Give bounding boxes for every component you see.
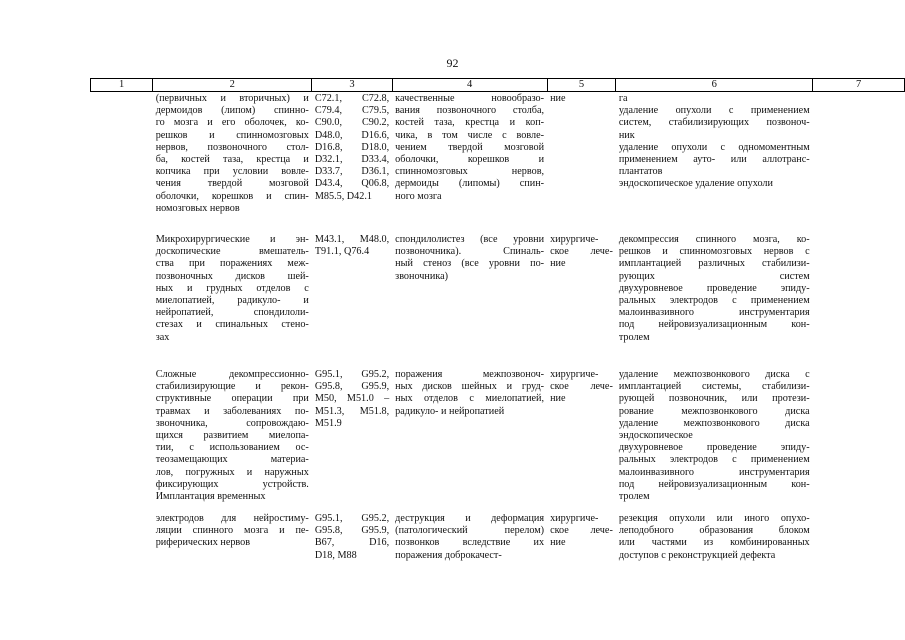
cell-text-line: ных и грудных отделов с	[155, 282, 309, 294]
cell-text-line: хирургиче-	[550, 234, 599, 245]
cell-text-line: C90.0, C90.2,	[314, 117, 390, 129]
cell-text-line: M51.3, M51.8,	[314, 405, 390, 417]
cell-diagnosis	[392, 512, 547, 573]
medical-care-table	[90, 78, 905, 573]
cell-text-line: G95.1, G95.2,	[314, 369, 390, 380]
cell-intervention-type	[153, 368, 312, 512]
cell-treatment-method	[616, 368, 813, 512]
cell-icd-codes	[312, 512, 392, 573]
column-header-2: 2	[153, 79, 312, 92]
cell-treatment-type	[547, 368, 616, 512]
cell-text-line: рование межпозвонкового диска	[618, 405, 810, 417]
cell-text-line: Сложные декомпрессионно-	[155, 369, 309, 380]
column-header-7: 7	[813, 79, 905, 92]
cell-text-line: лов, погружных и наружных	[155, 466, 309, 478]
column-header-4: 4	[392, 79, 547, 92]
cell-text-line: ный стеноз (все уровни по-	[395, 258, 545, 270]
cell-text-line: G95.8, G95.9,	[314, 381, 390, 393]
cell-text-line: G95.8, G95.9,	[314, 525, 390, 537]
cell-text-line: стезах и спинальных стено-	[155, 319, 309, 331]
cell-text-line: G95.1, G95.2,	[314, 513, 390, 524]
cell-treatment-method	[616, 512, 813, 573]
cell-text-line: ных отделов с миелопатией,	[395, 393, 545, 405]
cell-text-line: ник	[618, 129, 635, 141]
cell-text-line: удаление межпозвонкового диска	[618, 417, 810, 429]
cell-treatment-type	[547, 92, 616, 234]
cell-text-line: удаление опухоли с применением	[618, 105, 810, 117]
cell-treatment-type	[547, 512, 616, 573]
cell-text-line: травмах и заболеваниях по-	[155, 405, 309, 417]
cell-text-line: позвонков вследствие их	[395, 537, 545, 549]
cell-text-line: поражения доброкачест-	[395, 549, 502, 561]
cell-text-line: позвоночных дисков шей-	[155, 270, 309, 282]
cell-text-line: номозговых нервов	[155, 202, 240, 214]
cell-text-line: B67, D16,	[314, 537, 390, 549]
cell-text-line: M51.9	[314, 417, 342, 429]
cell-text-line: D33.7, D36.1,	[314, 166, 390, 178]
cell-text-line: удаление опухоли с одномоментным	[618, 141, 810, 153]
cell-text-line: костей таза, крестца и коп-	[395, 117, 545, 129]
cell-intervention-type	[153, 233, 312, 368]
cell-text-line: чением твердой мозговой	[395, 141, 545, 153]
cell-standard	[813, 368, 905, 512]
cell-text-line: спондилолистез (все уровни	[395, 234, 545, 245]
column-header-1: 1	[91, 79, 153, 92]
cell-text-line: ных дисков шейных и груд-	[395, 381, 545, 393]
cell-number	[91, 512, 153, 573]
page-number: 92	[446, 56, 459, 70]
cell-diagnosis	[392, 233, 547, 368]
cell-text-line: имплантацией системы, стабилизи-	[618, 381, 810, 393]
cell-intervention-type	[153, 92, 312, 234]
cell-intervention-type	[153, 512, 312, 573]
cell-text-line: нервов, позвоночного стол-	[155, 141, 309, 153]
cell-text-line: C72.1, C72.8,	[314, 93, 390, 104]
cell-text-line: миелопатией, радикуло- и	[155, 295, 309, 307]
cell-text-line: дермоиды (липомы) спин-	[395, 178, 545, 190]
cell-text-line: решков и спинномозговых	[155, 129, 309, 141]
cell-diagnosis	[392, 92, 547, 234]
cell-text-line: нейропатией, спондилоли-	[155, 307, 309, 319]
cell-text-line: поражения межпозвоноч-	[395, 369, 545, 380]
cell-standard	[813, 233, 905, 368]
cell-text-line: D18, M88	[314, 549, 357, 561]
cell-text-line: тролем	[618, 491, 650, 503]
cell-text-line: доскопические вмешатель-	[155, 246, 309, 258]
table-row	[91, 92, 905, 234]
table-row	[91, 512, 905, 573]
cell-text-line: D16.8, D18.0,	[314, 141, 390, 153]
cell-text-line: применением ауто- или аллотранс-	[618, 154, 810, 166]
cell-text-line: щихся развитием миелопа-	[155, 430, 309, 442]
cell-text-line: чения твердой мозговой	[155, 178, 309, 190]
column-header-5: 5	[547, 79, 616, 92]
cell-text-line: ние	[550, 537, 566, 549]
cell-text-line: фиксирующих устройств.	[155, 478, 309, 490]
cell-text-line: D43.4, Q06.8,	[314, 178, 390, 190]
cell-text-line: под нейровизуализационным кон-	[618, 319, 810, 331]
table-row	[91, 233, 905, 368]
cell-text-line: звоночника)	[395, 270, 449, 282]
cell-text-line: позвоночника). Спиналь-	[395, 246, 545, 258]
cell-text-line: рующей позвоночник, или протези-	[618, 393, 810, 405]
cell-text-line: имплантацией различных стабилизи-	[618, 258, 810, 270]
cell-text-line: T91.1, Q76.4	[314, 246, 370, 258]
cell-text-line: оболочки, корешков и спин-	[155, 190, 309, 202]
cell-text-line: или частями из комбинированных	[618, 537, 810, 549]
cell-text-line: Имплантация временных	[155, 491, 266, 503]
cell-number	[91, 368, 153, 512]
cell-text-line: ское лече-	[550, 525, 613, 537]
cell-text-line: ние	[550, 258, 566, 270]
cell-text-line: стабилизирующие и рекон-	[155, 381, 309, 393]
cell-text-line: тии, с использованием ос-	[155, 442, 309, 454]
cell-text-line: ства при поражениях меж-	[155, 258, 309, 270]
cell-text-line: двухуровневое проведение эпиду-	[618, 442, 810, 454]
cell-text-line: малоинвазивного инструментария	[618, 466, 810, 478]
cell-text-line: оболочки, корешков и	[395, 154, 545, 166]
cell-diagnosis	[392, 368, 547, 512]
cell-text-line: эндоскопическое	[618, 430, 693, 442]
column-header-6: 6	[616, 79, 813, 92]
cell-text-line: го мозга и его оболочек, ко-	[155, 117, 309, 129]
cell-text-line: (первичных и вторичных) и	[155, 93, 309, 104]
cell-text-line: M50, M51.0 –	[314, 393, 390, 405]
cell-text-line: структивные операции при	[155, 393, 309, 405]
cell-text-line: двухуровневое проведение эпиду-	[618, 282, 810, 294]
column-number-header-row	[91, 79, 905, 92]
cell-text-line: C79.4, C79.5,	[314, 105, 390, 117]
cell-text-line: спинномозговых нервов,	[395, 166, 545, 178]
cell-text-line: удаление межпозвонкового диска с	[618, 369, 810, 380]
cell-text-line: вания позвоночного столба,	[395, 105, 545, 117]
cell-treatment-type	[547, 233, 616, 368]
cell-text-line: малоинвазивного инструментария	[618, 307, 810, 319]
cell-text-line: эндоскопическое удаление опухоли	[618, 178, 773, 190]
cell-text-line: M85.5, D42.1	[314, 190, 372, 202]
cell-text-line: ние	[550, 93, 566, 104]
cell-text-line: декомпрессия спинного мозга, ко-	[618, 234, 810, 245]
cell-text-line: зах	[155, 331, 170, 343]
cell-text-line: ние	[550, 393, 566, 405]
cell-treatment-method	[616, 233, 813, 368]
cell-text-line: D32.1, D33.4,	[314, 154, 390, 166]
cell-icd-codes	[312, 233, 392, 368]
cell-text-line: хирургиче-	[550, 369, 599, 380]
cell-text-line: копчика при условии вовле-	[155, 166, 309, 178]
cell-treatment-method	[616, 92, 813, 234]
cell-text-line: электродов для нейростиму-	[155, 513, 309, 524]
cell-text-line: M43.1, M48.0,	[314, 234, 390, 245]
column-header-3: 3	[312, 79, 392, 92]
table-row	[91, 368, 905, 512]
cell-text-line: ного мозга	[395, 190, 442, 202]
cell-text-line: чика, в том числе с вовле-	[395, 129, 545, 141]
cell-text-line: звоночника, сопровождаю-	[155, 417, 309, 429]
cell-text-line: D48.0, D16.6,	[314, 129, 390, 141]
cell-text-line: рующих систем	[618, 270, 810, 282]
cell-text-line: доступов с реконструкцией дефекта	[618, 549, 776, 561]
cell-text-line: Микрохирургические и эн-	[155, 234, 309, 245]
cell-text-line: деструкция и деформация	[395, 513, 545, 524]
cell-text-line: леподобного образования блоком	[618, 525, 810, 537]
cell-number	[91, 92, 153, 234]
cell-text-line: решков и спинномозговых нервов с	[618, 246, 810, 258]
cell-icd-codes	[312, 368, 392, 512]
cell-text-line: ляции спинного мозга и пе-	[155, 525, 309, 537]
cell-text-line: риферических нервов	[155, 537, 251, 549]
cell-text-line: радикуло- и нейропатией	[395, 405, 505, 417]
cell-standard	[813, 512, 905, 573]
cell-text-line: резекция опухоли или иного опухо-	[618, 513, 810, 524]
cell-text-line: (патологический перелом)	[395, 525, 545, 537]
cell-text-line: тролем	[618, 331, 650, 343]
cell-text-line: га	[618, 93, 628, 104]
cell-icd-codes	[312, 92, 392, 234]
cell-text-line: качественные новообразо-	[395, 93, 545, 104]
cell-text-line: плантатов	[618, 166, 663, 178]
cell-text-line: под нейровизуализационным кон-	[618, 478, 810, 490]
cell-text-line: хирургиче-	[550, 513, 599, 524]
cell-text-line: теозамещающих материа-	[155, 454, 309, 466]
cell-text-line: систем, стабилизирующих позвоноч-	[618, 117, 810, 129]
cell-text-line: ральных электродов с применением	[618, 454, 810, 466]
cell-text-line: ское лече-	[550, 246, 613, 258]
cell-text-line: ба, костей таза, крестца и	[155, 154, 309, 166]
cell-text-line: ральных электродов с применением	[618, 295, 810, 307]
cell-text-line: ское лече-	[550, 381, 613, 393]
cell-standard	[813, 92, 905, 234]
cell-text-line: дермоидов (липом) спинно-	[155, 105, 309, 117]
cell-number	[91, 233, 153, 368]
